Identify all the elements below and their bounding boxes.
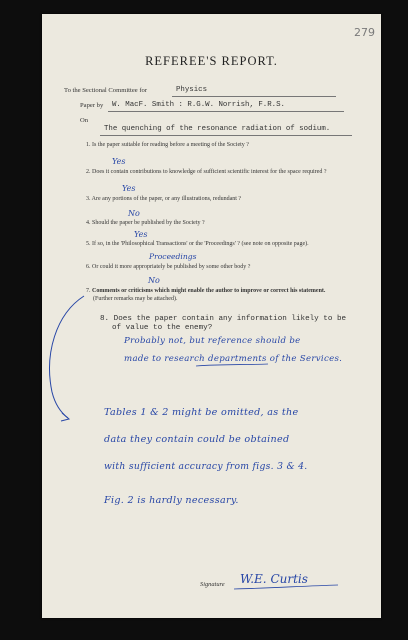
question-3: 3. Are any portions of the paper, or any illustrations, redundant ? xyxy=(86,196,242,202)
question-8-line1: 8. Does the paper contain any information likely to be xyxy=(100,315,347,323)
on-value: The quenching of the resonance radiation of sodium. xyxy=(104,125,331,133)
paper-by-label: Paper by xyxy=(80,102,104,109)
page-number: 279 xyxy=(354,26,375,39)
question-7: 7. Comments or criticisms which might enable the author to improve or correct his statement. (Further remarks may be attached). xyxy=(86,288,326,302)
question-4-text: Should the paper be published by the Society ? xyxy=(92,220,205,226)
question-2-text: Does it contain contributions to knowledge of sufficient scientific interest for the space required ? xyxy=(92,169,327,175)
on-label: On xyxy=(80,117,89,124)
question-7-text: Comments or criticisms which might enable the author to improve or correct his statement. xyxy=(92,288,326,294)
report-title: REFEREE'S REPORT. xyxy=(145,54,278,68)
bracket-arrow-stroke xyxy=(50,296,84,418)
committee-label: To the Sectional Committee for xyxy=(64,87,148,94)
answer-4: Yes xyxy=(134,230,148,239)
comment-line-3: with sufficient accuracy from figs. 3 & 4. xyxy=(104,461,308,472)
answer-3: No xyxy=(128,209,140,218)
question-6: 6. Or could it more appropriately be published by some other body ? xyxy=(86,264,251,270)
paper-by-value: W. MacF. Smith : R.G.W. Norrish, F.R.S. xyxy=(112,101,285,109)
answer-2: Yes xyxy=(122,184,136,193)
signature-underline xyxy=(234,585,338,589)
question-2: 2. Does it contain contributions to knowledge of sufficient scientific interest for the space required ? xyxy=(86,169,327,175)
comment-line-1: Tables 1 & 2 might be omitted, as the xyxy=(104,407,299,418)
committee-value: Physics xyxy=(176,86,208,94)
question-7-note: (Further remarks may be attached). xyxy=(93,295,178,302)
comment-line-4: Fig. 2 is hardly necessary. xyxy=(104,495,239,506)
question-8-answer-line2: made to research departments of the Services. xyxy=(124,354,343,364)
answer-5: Proceedings xyxy=(149,252,197,261)
question-8-answer-line1: Probably not, but reference should be xyxy=(124,336,301,346)
comment-line-2: data they contain could be obtained xyxy=(104,434,290,445)
question-5-text: If so, in the 'Philosophical Transactions' or the 'Proceedings' ? (see note on opposite page). xyxy=(92,241,309,247)
question-1-text: Is the paper suitable for reading before a meeting of the Society ? xyxy=(92,142,249,148)
question-5: 5. If so, in the 'Philosophical Transactions' or the 'Proceedings' ? (see note on opposite page). xyxy=(86,241,309,247)
question-1: 1. Is the paper suitable for reading before a meeting of the Society ? xyxy=(86,142,249,148)
answer-6: No xyxy=(148,276,160,285)
question-4: 4. Should the paper be published by the Society ? xyxy=(86,220,205,226)
signature: W.E. Curtis xyxy=(240,572,308,586)
signature-label: Signature xyxy=(200,581,225,588)
question-3-text: Are any portions of the paper, or any illustrations, redundant ? xyxy=(91,196,242,202)
question-8-line2: of value to the enemy? xyxy=(112,324,213,332)
question-6-text: Or could it more appropriately be published by some other body ? xyxy=(92,264,251,270)
ink-annotations xyxy=(42,14,381,618)
answer-underline xyxy=(196,364,268,366)
referee-report-sheet xyxy=(42,14,381,618)
answer-1: Yes xyxy=(112,157,126,166)
arrow-head xyxy=(61,413,69,421)
